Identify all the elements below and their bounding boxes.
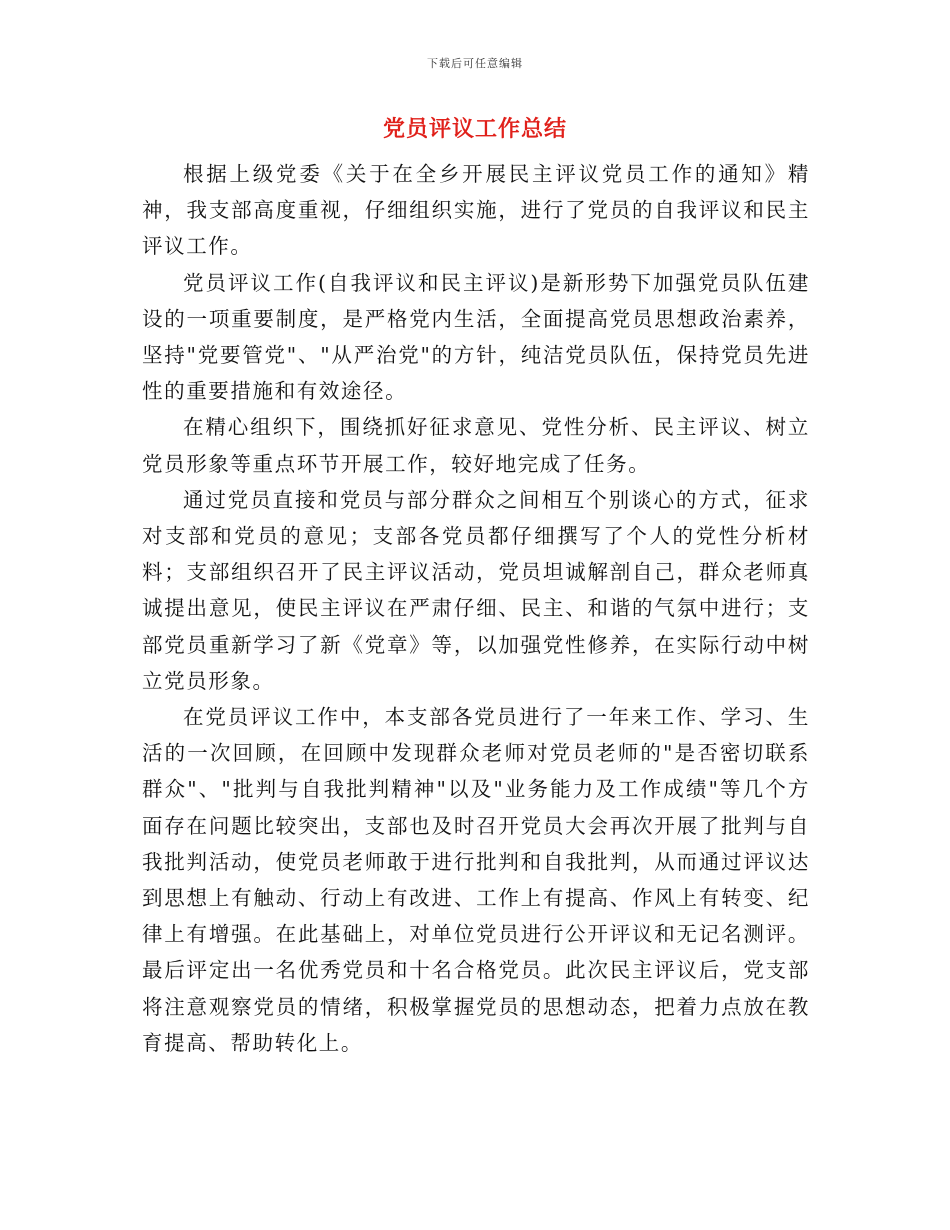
document-title: 党员评议工作总结: [382, 116, 567, 142]
paragraph-results: 在党员评议工作中，本支部各党员进行了一年来工作、学习、生活的一次回顾，在回顾中发现群众老师对党员老师的"是否密切联系群众"、"批判与自我批判精神"以及"业务能力及工作成绩"等几个方面存在问题比较突出，支部也及时召开党员大会再次开展了批判与自我批判活动，使党员老师敢于进行批判和自我批判，从而通过评议达到思想上有触动、行动上有改进、工作上有提高、作风上有转变、纪律上有增强。在此基础上，对单位党员进行公开评议和无记名测评。最后评定出一名优秀党员和十名合格党员。此次民主评议后，党支部将注意观察党员的情绪，积极掌握党员的思想动态，把着力点放在教育提高、帮助转化上。: [142, 705, 810, 1055]
paragraph-intro: 根据上级党委《关于在全乡开展民主评议党员工作的通知》精神，我支部高度重视，仔细组织实施，进行了党员的自我评议和民主评议工作。: [142, 162, 810, 259]
paragraph-significance: 党员评议工作(自我评议和民主评议)是新形势下加强党员队伍建设的一项重要制度，是严格党内生活，全面提高党员思想政治素养，坚持"党要管党"、"从严治党"的方针，纯洁党员队伍，保持党员先进性的重要措施和有效途径。: [142, 270, 810, 404]
document-body: [142, 156, 810, 1061]
download-note: 下载后可任意编辑: [427, 57, 523, 70]
paragraph-organization: 在精心组织下，围绕抓好征求意见、党性分析、民主评议、树立党员形象等重点环节开展工作，较好地完成了任务。: [142, 415, 810, 476]
paragraph-methods: 通过党员直接和党员与部分群众之间相互个别谈心的方式，征求对支部和党员的意见；支部各党员都仔细撰写了个人的党性分析材料；支部组织召开了民主评议活动，党员坦诚解剖自己，群众老师真诚提出意见，使民主评议在严肃仔细、民主、和谐的气氛中进行；支部党员重新学习了新《党章》等，以加强党性修养，在实际行动中树立党员形象。: [142, 487, 810, 693]
